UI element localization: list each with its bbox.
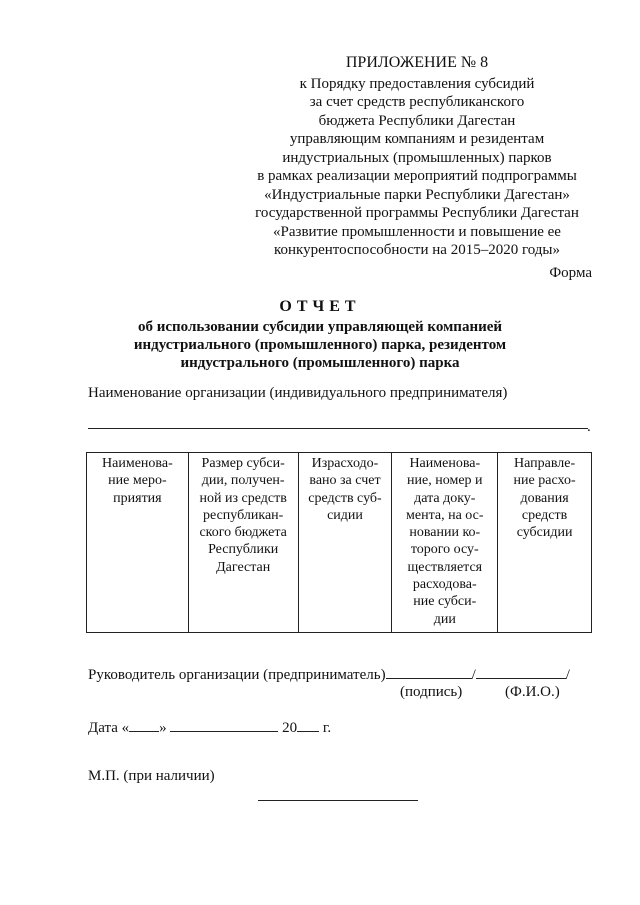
appendix-line: бюджета Республики Дагестан (318, 112, 516, 129)
report-title: ОТЧЕТ (279, 298, 361, 315)
form-label: Форма (549, 265, 592, 281)
date-close-quote: » (159, 720, 167, 736)
date-year-field[interactable] (297, 717, 319, 732)
signature-label: Руководитель организации (предприниматель) (88, 667, 386, 683)
table-header-cell (498, 453, 592, 633)
full-name-field[interactable] (476, 664, 566, 679)
report-title-block (60, 298, 580, 372)
appendix-line: управляющим компаниям и резидентам (289, 131, 545, 147)
signature-row (88, 664, 570, 684)
report-subtitle-line: индустрального (промышленного) парка (180, 355, 460, 371)
appendix-line: государственной программы Республики Дагестан (255, 205, 579, 221)
report-subtitle-line: индустриального (промышленного) парка, резидентом (133, 337, 507, 353)
date-row (88, 717, 331, 737)
date-label: Дата « (88, 720, 130, 736)
date-year-suffix: г. (319, 720, 332, 736)
signature-separator: / (471, 667, 476, 683)
column-header-spent: Израсходо- вано за счет средств суб- сидии (308, 456, 382, 523)
report-table (86, 452, 592, 633)
date-month-field[interactable] (170, 717, 278, 732)
column-header-document: Наименова- ние, номер и дата доку- мента, на ос- новании ко- торого осу- ществляется расходова- ние субси- дии (406, 456, 484, 627)
organization-end-mark: . (587, 419, 591, 435)
table-header-cell (188, 453, 298, 633)
date-day-field[interactable] (129, 717, 159, 732)
full-name-caption: (Ф.И.О.) (505, 684, 560, 700)
appendix-line: к Порядку предоставления субсидий (299, 75, 535, 92)
column-header-event-name: Наименова- ние меро- приятия (102, 456, 173, 506)
signature-end: / (565, 667, 570, 683)
appendix-line: «Индустриальные парки Республики Дагестан» (264, 186, 570, 203)
signature-field[interactable] (386, 664, 472, 679)
appendix-line: индустриальных (промышленных) парков (282, 149, 552, 166)
signature-caption: (подпись) (400, 684, 463, 700)
stamp-label: М.П. (при наличии) (88, 768, 215, 784)
column-header-direction: Направле- ние расхо- дования средств субсидии (513, 456, 576, 541)
column-header-subsidy-amount: Размер субси- дии, получен- ной из средств республикан- ского бюджета Республики Дагестан (199, 456, 287, 575)
stamp-line[interactable] (258, 800, 418, 801)
organization-name-field[interactable] (88, 428, 588, 429)
table-header-cell (392, 453, 498, 633)
appendix-line: конкурентоспособности на 2015–2020 годы» (273, 242, 561, 258)
table-header-cell (298, 453, 392, 633)
report-subtitle-line: об использовании субсидии управляющей компанией (137, 319, 503, 335)
appendix-title: ПРИЛОЖЕНИЕ № 8 (345, 54, 489, 71)
organization-label: Наименование организации (индивидуального предпринимателя) (88, 385, 508, 401)
appendix-line: в рамках реализации мероприятий подпрограммы (257, 168, 577, 184)
table-header-cell (87, 453, 189, 633)
appendix-header (232, 54, 602, 260)
appendix-line: за счет средств республиканского (309, 94, 525, 110)
appendix-line: «Развитие промышленности и повышение ее (273, 223, 561, 240)
table-header-row (87, 453, 592, 633)
date-year-prefix: 20 (282, 720, 298, 736)
